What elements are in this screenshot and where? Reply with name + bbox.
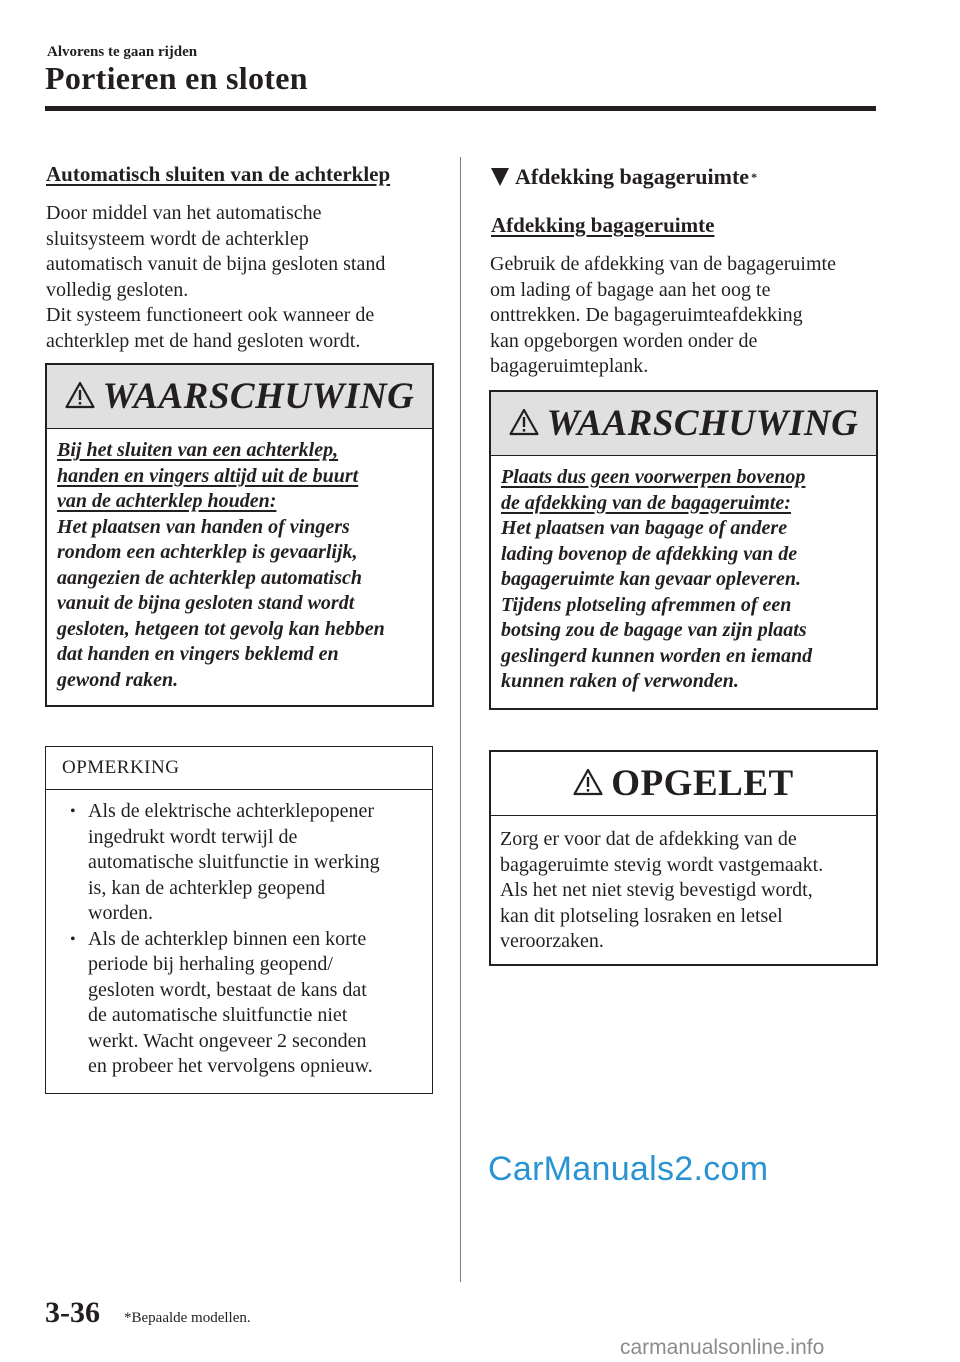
note-line: werkt. Wacht ongeveer 2 seconden <box>88 1029 367 1052</box>
paragraph-line: om lading of bagage aan het oog te <box>490 278 771 301</box>
column-divider <box>460 157 461 1282</box>
caution-text <box>491 816 876 955</box>
warning-line: Tijdens plotseling afremmen of een <box>501 593 792 616</box>
paragraph-line: onttrekken. De bagageruimteafdekking <box>490 304 803 326</box>
warning-line: gesloten, hetgeen tot gevolg kan hebben <box>57 617 385 640</box>
model-asterisk: * <box>751 169 758 184</box>
cargo-cover-paragraph <box>490 252 885 380</box>
page-number: 3-36 <box>45 1296 100 1329</box>
note-label: OPMERKING <box>46 747 432 790</box>
paragraph-line: Dit systeem functioneert ook wanneer de <box>46 304 375 326</box>
caution-header <box>491 752 876 816</box>
warning-line: rondom een achterklep is gevaarlijk, <box>57 541 358 563</box>
note-line: worden. <box>88 902 153 924</box>
paragraph-line: Gebruik de afdekking van de bagageruimte <box>490 253 836 275</box>
chapter-label: Alvorens te gaan rijden <box>47 44 198 60</box>
warning-label: WAARSCHUWING <box>546 403 859 444</box>
caution-line: Zorg er voor dat de afdekking van de <box>500 828 797 850</box>
caution-line: kan dit plotseling losraken en letsel <box>500 904 783 927</box>
warning-header <box>491 392 876 456</box>
caution-line: Als het net niet stevig bevestigd wordt, <box>500 879 813 901</box>
subheading-cargo-cover: Afdekking bagageruimte <box>491 213 715 237</box>
warning-emphasis-line: Bij het sluiten van een achterklep, <box>57 439 339 461</box>
warning-line: geslingerd kunnen worden en iemand <box>501 644 813 667</box>
warning-emphasis-line: Plaats dus geen voorwerpen bovenop <box>501 466 806 488</box>
note-line: • Als de achterklep binnen een korte <box>88 927 367 950</box>
paragraph-line: sluitsysteem wordt de achterklep <box>46 227 309 250</box>
warning-header <box>47 365 432 429</box>
caution-label: OPGELET <box>611 763 794 804</box>
note-line: periode bij herhaling geopend/ <box>88 953 333 975</box>
note-line: gesloten wordt, bestaat de kans dat <box>88 978 367 1001</box>
warning-line: aangezien de achterklep automatisch <box>57 566 362 589</box>
caution-box <box>489 750 878 966</box>
warning-label: WAARSCHUWING <box>102 376 415 417</box>
warning-line: Het plaatsen van bagage of andere <box>501 517 788 539</box>
note-line: ingedrukt wordt terwijl de <box>88 825 298 848</box>
warning-triangle-icon <box>65 381 95 409</box>
paragraph-line: bagageruimteplank. <box>490 355 649 377</box>
note-line: • Als de elektrische achterklepopener <box>88 800 374 822</box>
paragraph-line: achterklep met de hand gesloten wordt. <box>46 329 361 352</box>
caution-line: bagageruimte stevig wordt vastgemaakt. <box>500 853 824 876</box>
warning-text <box>491 456 876 705</box>
note-box <box>45 746 433 1094</box>
footer-watermark: carmanualsonline.info <box>620 1336 825 1359</box>
warning-triangle-icon <box>509 408 539 436</box>
section-title-cargo-cover <box>491 164 757 190</box>
footnote: *Bepaalde modellen. <box>124 1310 251 1326</box>
paragraph-line: automatisch vanuit de bijna gesloten stand <box>46 253 386 275</box>
note-item <box>61 927 418 1080</box>
note-line: en probeer het vervolgens opnieuw. <box>88 1055 373 1077</box>
paragraph-line: Door middel van het automatische <box>46 202 322 224</box>
warning-box-cargo-cover <box>489 390 878 710</box>
note-item <box>61 799 418 927</box>
caution-line: veroorzaken. <box>500 930 604 952</box>
auto-close-paragraph <box>46 201 436 354</box>
warning-text <box>47 429 432 703</box>
warning-line: lading bovenop de afdekking van de <box>501 542 798 565</box>
warning-line: kunnen raken of verwonden. <box>501 670 739 692</box>
warning-emphasis-line: de afdekking van de bagageruimte: <box>501 491 791 514</box>
warning-emphasis-line: van de achterklep houden: <box>57 490 277 512</box>
note-line: is, kan de achterklep geopend <box>88 876 326 899</box>
page-title: Portieren en sloten <box>45 60 308 96</box>
note-line: automatische sluitfunctie in werking <box>88 851 380 873</box>
note-list <box>46 790 432 1080</box>
warning-box-tailgate <box>45 363 434 707</box>
warning-line: vanuit de bijna gesloten stand wordt <box>57 592 355 614</box>
warning-line: gewond raken. <box>57 668 179 691</box>
warning-triangle-icon <box>573 768 603 796</box>
paragraph-line: volledig gesloten. <box>46 278 189 301</box>
section-title-text: Afdekking bagageruimte <box>515 164 750 189</box>
section-marker-icon <box>491 168 509 186</box>
section-heading-auto-close: Automatisch sluiten van de achterklep <box>46 162 391 186</box>
header-divider <box>45 106 876 111</box>
watermark-logo: CarManuals2.com <box>488 1150 769 1188</box>
paragraph-line: kan opgeborgen worden onder de <box>490 329 758 352</box>
warning-line: botsing zou de bagage van zijn plaats <box>501 619 807 641</box>
warning-line: bagageruimte kan gevaar opleveren. <box>501 568 801 590</box>
note-line: de automatische sluitfunctie niet <box>88 1004 348 1026</box>
warning-line: Het plaatsen van handen of vingers <box>57 515 350 538</box>
warning-emphasis-line: handen en vingers altijd uit de buurt <box>57 464 359 487</box>
warning-line: dat handen en vingers beklemd en <box>57 643 339 665</box>
